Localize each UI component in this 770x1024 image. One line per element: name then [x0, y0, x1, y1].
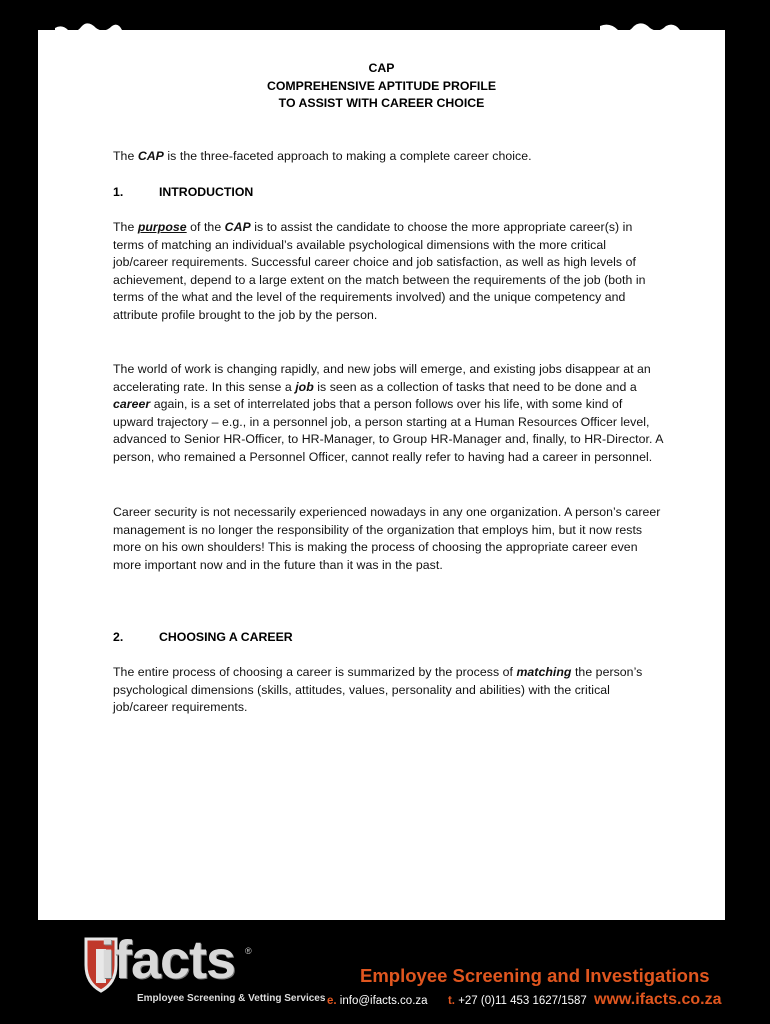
- title-line-2: COMPREHENSIVE APTITUDE PROFILE: [266, 78, 497, 93]
- job-term: job: [295, 379, 314, 394]
- world-of-work-paragraph: [113, 361, 663, 467]
- section-heading-choosing-career: [113, 629, 293, 647]
- logo-tagline: Employee Screening & Vetting Services: [137, 993, 326, 1004]
- intro-text-pre: The: [113, 149, 138, 163]
- para-text: of the: [186, 220, 225, 234]
- title-line-3: TO ASSIST WITH CAREER CHOICE: [278, 96, 485, 110]
- para-text: is to assist the candidate to choose the more appropriate career(s) in terms of matching an individual’s available psychological dimensions with the more critical job/career requirements. Successful career choice and job satisfaction, as well as high levels of achievement, depend to a large extent on the match between the requirements of the job (both in terms of the what and the level of the requirements involved) and the unique competency and attribute profile brought to the job by the person.: [113, 220, 646, 322]
- website-link[interactable]: www.ifacts.co.za: [594, 991, 722, 1008]
- section-title: INTRODUCTION: [159, 185, 254, 199]
- ifacts-logo: ifacts: [100, 930, 236, 990]
- section-title: CHOOSING A CAREER: [159, 630, 293, 644]
- matching-term: matching: [516, 665, 572, 679]
- para-text: The entire process of choosing a career is summarized by the process of: [113, 665, 517, 679]
- title-line-1: CAP: [368, 61, 395, 75]
- para-text: is seen as a collection of tasks that need to be done and a: [313, 379, 637, 394]
- para-text: again, is a set of interrelated jobs that a person follows over his life, with some kind of upward trajectory – e.g., in a personnel job, a person starting at a Human Resources Officer level, advanced to Senior HR-Officer, to HR-Manager, to Group HR-Manager and, finally, to HR-Director. A person, who remained a Personnel Officer, cannot really refer to having had a career in personnel.: [113, 397, 663, 464]
- cap-term: CAP: [137, 149, 164, 163]
- cap-term: CAP: [224, 220, 251, 234]
- intro-text-post: is the three-faceted approach to making a complete career choice.: [163, 149, 532, 163]
- email-label: e.: [327, 995, 337, 1007]
- phone-number[interactable]: +27 (0)11 453 1627/1587: [458, 995, 587, 1007]
- registered-mark: ®: [245, 946, 252, 956]
- phone-label: t.: [447, 995, 455, 1007]
- purpose-paragraph: [113, 219, 663, 325]
- email-link[interactable]: info@ifacts.co.za: [339, 995, 428, 1007]
- section-number: 2.: [113, 630, 124, 644]
- purpose-term: purpose: [137, 220, 187, 234]
- document-title: [38, 60, 725, 113]
- career-security-paragraph: Career security is not necessarily experienced nowadays in any one organization. A person’s career management is no longer the responsibility of the organization that employs him, but it now rests more on his own shoulders! This is making the process of choosing the appropriate career even more important now and in the future than it was in the past.: [113, 505, 661, 572]
- para-text: The: [113, 220, 138, 234]
- footer-title: Employee Screening and Investigations: [360, 965, 710, 986]
- para-text: The world of work is changing rapidly, and new jobs will emerge, and existing jobs disappear at an accelerating rate. In this sense a: [113, 362, 651, 394]
- section-number: 1.: [113, 185, 124, 199]
- para-text: the person’s psychological dimensions (skills, attitudes, values, personality and abilities) with the critical job/career requirements.: [113, 665, 643, 715]
- choosing-paragraph: [113, 664, 663, 717]
- section-heading-introduction: [113, 184, 253, 202]
- footer-contacts: [327, 991, 721, 1009]
- document-page: [38, 30, 725, 920]
- intro-paragraph: [113, 148, 663, 166]
- career-term: career: [113, 397, 151, 412]
